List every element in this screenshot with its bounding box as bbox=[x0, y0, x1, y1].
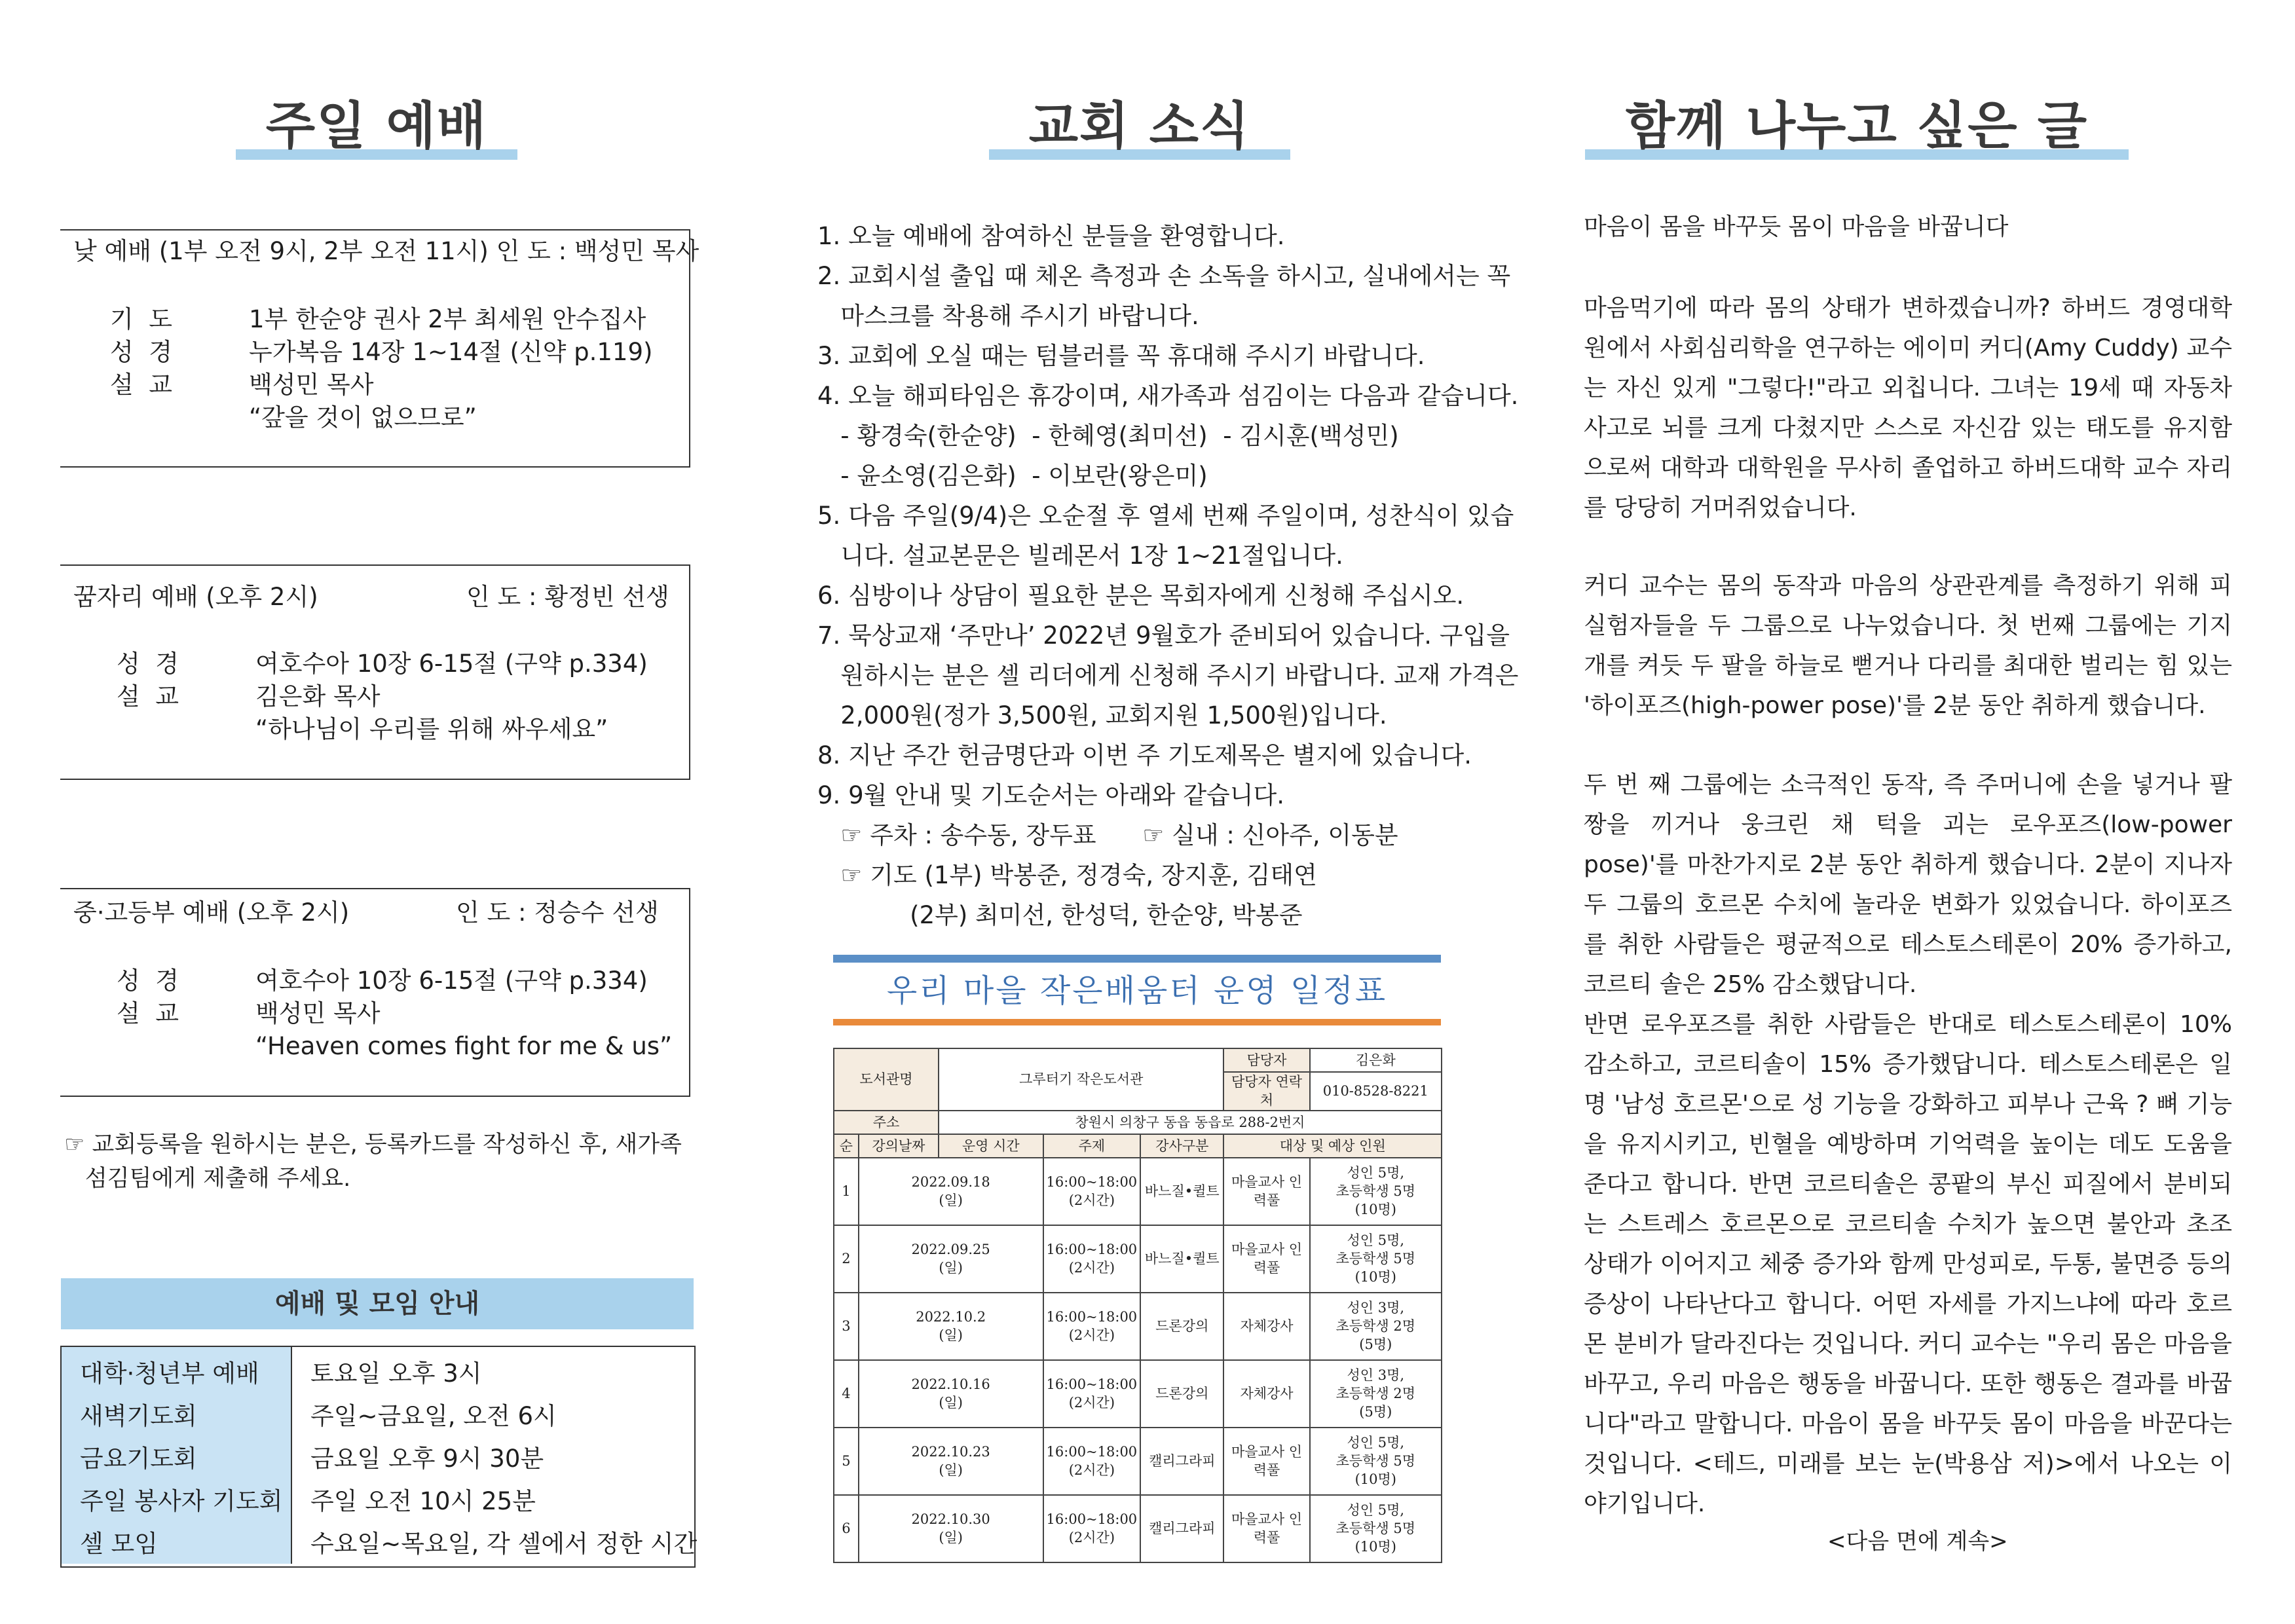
meeting-time: 토요일 오후 3시 bbox=[310, 1359, 482, 1388]
row-audience bbox=[1310, 1293, 1442, 1360]
share-heading bbox=[1585, 85, 2129, 164]
contact-cell bbox=[1310, 1072, 1442, 1111]
audience-line: (5명) bbox=[1359, 1337, 1392, 1353]
essay-paragraph: 마음먹기에 따라 몸의 상태가 변하겠습니까? 하버드 경영대학원에서 사회심리학을 연구하는 에이미 커디(Amy Cuddy) 교수는 자신 있게 "그렇다!"라고 외칩니다. 그녀는 19세 때 자동차 사고로 뇌를 크게 다쳤지만 스스로 자신감 있는 태도를 유지함으로써 대학과 대학원을 무사히 졸업하고 하버드대학 교수 자리를 당당히 거머쥐었습니다. bbox=[1584, 295, 2232, 521]
worship-title: 주일 예배 bbox=[265, 97, 488, 156]
news-line: - 윤소영(김은화) - 이보란(왕은미) bbox=[817, 462, 1208, 490]
continued-note: <다음 면에 계속> bbox=[1827, 1528, 2008, 1555]
audience-line: 성인 5명, bbox=[1347, 1434, 1405, 1450]
date: 2022.10.23 bbox=[911, 1443, 990, 1460]
meeting-name: 셀 모임 bbox=[80, 1530, 158, 1558]
day: (일) bbox=[939, 1462, 963, 1479]
meeting-time: 주일 오전 10시 25분 bbox=[310, 1487, 536, 1515]
meeting-name: 새벽기도회 bbox=[80, 1402, 197, 1430]
meetings-divider bbox=[291, 1347, 292, 1564]
row-date bbox=[859, 1293, 1043, 1360]
row-type: 마을교사 인력풀 bbox=[1223, 1495, 1309, 1562]
news-title: 교회 소식 bbox=[1028, 97, 1251, 156]
service-1-label: 기 도 bbox=[110, 305, 173, 333]
table-row bbox=[834, 1225, 1442, 1293]
row-type: 마을교사 인력풀 bbox=[1223, 1158, 1309, 1225]
row-time bbox=[1043, 1225, 1141, 1293]
service-1-label: 설 교 bbox=[110, 371, 173, 399]
meetings-heading bbox=[61, 1278, 694, 1329]
table-row bbox=[834, 1360, 1442, 1428]
time: 16:00~18:00 bbox=[1046, 1443, 1138, 1460]
row-no: 6 bbox=[834, 1495, 859, 1562]
manager-name: 김은화 bbox=[1355, 1052, 1396, 1068]
manager-cell bbox=[1310, 1048, 1442, 1072]
time: 16:00~18:00 bbox=[1046, 1376, 1138, 1392]
lib-name-cell bbox=[939, 1048, 1223, 1111]
col-header: 운영 시간 bbox=[939, 1134, 1043, 1158]
meeting-name: 주일 봉사자 기도회 bbox=[80, 1487, 283, 1515]
service-1-sermon-title: “갚을 것이 없으므로” bbox=[249, 403, 477, 432]
row-time bbox=[1043, 1495, 1141, 1562]
time: 16:00~18:00 bbox=[1046, 1511, 1138, 1527]
row-audience bbox=[1310, 1495, 1442, 1562]
schedule-title: 우리 마을 작은배움터 운영 일정표 bbox=[886, 972, 1388, 1009]
audience-line: 성인 3명, bbox=[1347, 1367, 1405, 1383]
col-header: 순 bbox=[834, 1134, 859, 1158]
service-2-header: 꿈자리 예배 (오후 2시) bbox=[73, 583, 318, 611]
audience-line: 초등학생 5명 bbox=[1335, 1453, 1416, 1469]
row-audience bbox=[1310, 1158, 1442, 1225]
news-line: - 황경숙(한순양) - 한혜영(최미선) - 김시훈(백성민) bbox=[817, 422, 1399, 450]
audience-line: (10명) bbox=[1354, 1269, 1397, 1285]
day: (일) bbox=[939, 1530, 963, 1546]
service-2-label: 성 경 bbox=[117, 650, 179, 678]
essay-subtitle: 마음이 몸을 바꾸듯 몸이 마음을 바꿉니다 bbox=[1584, 213, 2009, 240]
day: (일) bbox=[939, 1260, 963, 1276]
col-header: 강사구분 bbox=[1140, 1134, 1223, 1158]
service-1-value: 누가복음 14장 1~14절 (신약 p.119) bbox=[249, 338, 653, 366]
audience-line: 성인 5명, bbox=[1347, 1232, 1405, 1248]
news-line: 원하시는 분은 셀 리더에게 신청해 주시기 바랍니다. 교재 가격은 bbox=[817, 661, 1519, 690]
meeting-name: 금요기도회 bbox=[80, 1445, 197, 1473]
worship-heading bbox=[236, 85, 517, 164]
time: 16:00~18:00 bbox=[1046, 1308, 1138, 1325]
col-header: 대상 및 예상 인원 bbox=[1223, 1134, 1442, 1158]
news-heading bbox=[989, 85, 1290, 164]
audience-line: 초등학생 5명 bbox=[1335, 1183, 1416, 1200]
table-row bbox=[834, 1428, 1442, 1495]
manager-label: 담당자 bbox=[1246, 1052, 1287, 1068]
date: 2022.10.30 bbox=[911, 1511, 990, 1527]
news-line: 니다. 설교본문은 빌레몬서 1장 1~21절입니다. bbox=[817, 542, 1343, 570]
col-header: 강의날짜 bbox=[859, 1134, 939, 1158]
lib-label-cell bbox=[834, 1048, 939, 1111]
day: (일) bbox=[939, 1395, 963, 1411]
essay-paragraph: 반면 로우포즈를 취한 사람들은 반대로 테스토스테론이 10% 감소하고, 코르티솔이 15% 증가했답니다. 테스토스테론은 일명 '남성 호르몬'으로 성 기능을 강화하고 피부나 근육 ? 뼈 기능을 유지시키고, 빈혈을 예방하며 기억력을 높이는 데도 도움을 준다고 합니다. 반면 코르티솔은 콩팥의 부신 피질에서 분비되는 스트레스 호르몬으로 코르티솔 수치가 높으면 불안과 초조 상태가 이어지고 체중 증가와 함께 만성피로, 두통, 불면증 등의 증상이 나타난다고 합니다. 어떤 자세를 가지느냐에 따라 호르몬 분비가 달라진다는 것입니다. 커디 교수는 "우리 몸은 마음을 바꾸고, 우리 마음은 행동을 바꿉니다. 또한 행동은 결과를 바꿉니다"라고 말합니다. 마음이 몸을 바꾸듯 몸이 마음을 바꾼다는 것입니다. <테드, 미래를 보는 눈(박용삼 저)>에서 나오는 이야기입니다. bbox=[1584, 1011, 2232, 1517]
row-type: 마을교사 인력풀 bbox=[1223, 1225, 1309, 1293]
schedule-table bbox=[833, 1048, 1442, 1563]
lib-label: 도서관명 bbox=[859, 1071, 913, 1088]
service-3-label: 설 교 bbox=[117, 999, 179, 1027]
addr-label: 주소 bbox=[872, 1114, 900, 1130]
schedule-top-rule bbox=[833, 955, 1441, 963]
row-time bbox=[1043, 1360, 1141, 1428]
news-line: 4. 오늘 해피타임은 휴강이며, 새가족과 섬김이는 다음과 같습니다. bbox=[817, 382, 1519, 410]
hours: (2시간) bbox=[1068, 1192, 1115, 1209]
hours: (2시간) bbox=[1068, 1260, 1115, 1276]
service-3-sermon-title: “Heaven comes fight for me & us” bbox=[255, 1032, 673, 1060]
audience-line: 초등학생 2명 bbox=[1335, 1318, 1416, 1335]
row-no: 1 bbox=[834, 1158, 859, 1225]
service-2-sermon-title: “하나님이 우리를 위해 싸우세요” bbox=[255, 715, 608, 743]
row-audience bbox=[1310, 1225, 1442, 1293]
news-list bbox=[817, 216, 1519, 935]
audience-line: 초등학생 2명 bbox=[1335, 1386, 1416, 1402]
service-2-value: 김은화 목사 bbox=[255, 682, 381, 710]
service-3-value: 여호수아 10장 6-15절 (구약 p.334) bbox=[255, 967, 648, 995]
service-2-label: 설 교 bbox=[117, 682, 179, 710]
row-no: 5 bbox=[834, 1428, 859, 1495]
news-line: 3. 교회에 오실 때는 텀블러를 꼭 휴대해 주시기 바랍니다. bbox=[817, 342, 1425, 370]
lib-name: 그루터기 작은도서관 bbox=[1019, 1071, 1144, 1088]
hours: (2시간) bbox=[1068, 1462, 1115, 1479]
service-3-header: 중·고등부 예배 (오후 2시) bbox=[73, 898, 350, 927]
news-line: (2부) 최미선, 한성덕, 한순양, 박봉준 bbox=[817, 901, 1303, 929]
news-line: 1. 오늘 예배에 참여하신 분들을 환영합니다. bbox=[817, 222, 1285, 250]
day: (일) bbox=[939, 1327, 963, 1344]
date: 2022.10.2 bbox=[916, 1308, 986, 1325]
address: 창원시 의창구 동읍 동읍로 288-2번지 bbox=[1075, 1114, 1305, 1130]
table-row bbox=[834, 1158, 1442, 1225]
row-no: 4 bbox=[834, 1360, 859, 1428]
date: 2022.09.25 bbox=[911, 1241, 990, 1257]
contact-label: 담당자 연락처 bbox=[1231, 1074, 1303, 1109]
day: (일) bbox=[939, 1192, 963, 1209]
share-title: 함께 나누고 싶은 글 bbox=[1625, 97, 2089, 156]
essay-paragraph: 커디 교수는 몸의 동작과 마음의 상관관계를 측정하기 위해 피실험자들을 두 그룹으로 나누었습니다. 첫 번째 그룹에는 기지개를 켜듯 두 팔을 하늘로 뻗거나 다리를 최대한 벌리는 힘 있는 '하이포즈(high-power pose)'를 2분 동안 취하게 했습니다. bbox=[1584, 572, 2232, 719]
registration-notice: ☞ 교회등록을 원하시는 분은, 등록카드를 작성하신 후, 새가족 bbox=[64, 1132, 682, 1158]
contact-label-cell bbox=[1223, 1072, 1309, 1111]
row-type: 자체강사 bbox=[1223, 1360, 1309, 1428]
audience-line: (5명) bbox=[1359, 1404, 1392, 1420]
row-time bbox=[1043, 1293, 1141, 1360]
news-line: 마스크를 착용해 주시기 바랍니다. bbox=[817, 302, 1199, 330]
news-line: ☞ 주차 : 송수동, 장두표 ☞ 실내 : 신아주, 이동분 bbox=[817, 821, 1398, 849]
row-type: 자체강사 bbox=[1223, 1293, 1309, 1360]
row-time bbox=[1043, 1428, 1141, 1495]
audience-line: 성인 3명, bbox=[1347, 1299, 1405, 1316]
service-2-value: 여호수아 10장 6-15절 (구약 p.334) bbox=[255, 650, 648, 678]
row-type: 마을교사 인력풀 bbox=[1223, 1428, 1309, 1495]
row-audience bbox=[1310, 1360, 1442, 1428]
row-topic: 캘리그라피 bbox=[1140, 1495, 1223, 1562]
row-date bbox=[859, 1428, 1043, 1495]
date: 2022.09.18 bbox=[911, 1173, 990, 1190]
news-line: 5. 다음 주일(9/4)은 오순절 후 열세 번째 주일이며, 성찬식이 있습 bbox=[817, 502, 1514, 530]
audience-line: 성인 5명, bbox=[1347, 1164, 1405, 1181]
news-line: ☞ 기도 (1부) 박봉준, 정경숙, 장지훈, 김태연 bbox=[817, 861, 1317, 889]
hours: (2시간) bbox=[1068, 1395, 1115, 1411]
audience-line: 초등학생 5명 bbox=[1335, 1521, 1416, 1537]
service-3-value: 백성민 목사 bbox=[255, 999, 381, 1027]
service-3-leader: 인 도 : 정승수 선생 bbox=[456, 898, 659, 927]
row-date bbox=[859, 1158, 1043, 1225]
row-audience bbox=[1310, 1428, 1442, 1495]
audience-line: (10명) bbox=[1354, 1471, 1397, 1488]
addr-label-cell bbox=[834, 1111, 939, 1134]
row-date bbox=[859, 1495, 1043, 1562]
row-date bbox=[859, 1225, 1043, 1293]
contact-number: 010-8528-8221 bbox=[1322, 1083, 1428, 1099]
row-time bbox=[1043, 1158, 1141, 1225]
news-line: 6. 심방이나 상담이 필요한 분은 목회자에게 신청해 주십시오. bbox=[817, 581, 1465, 610]
news-line: 9. 9월 안내 및 기도순서는 아래와 같습니다. bbox=[817, 781, 1285, 809]
meeting-time: 수요일~목요일, 각 셀에서 정한 시간 bbox=[310, 1530, 698, 1558]
news-line: 2. 교회시설 출입 때 체온 측정과 손 소독을 하시고, 실내에서는 꼭 bbox=[817, 262, 1511, 290]
row-date bbox=[859, 1360, 1043, 1428]
hours: (2시간) bbox=[1068, 1530, 1115, 1546]
table-row bbox=[834, 1495, 1442, 1562]
news-line: 8. 지난 주간 헌금명단과 이번 주 기도제목은 별지에 있습니다. bbox=[817, 741, 1472, 769]
service-1-value: 백성민 목사 bbox=[249, 371, 374, 399]
news-line: 2,000원(정가 3,500원, 교회지원 1,500원)입니다. bbox=[817, 701, 1387, 729]
service-1-value: 1부 한순양 권사 2부 최세원 안수집사 bbox=[249, 305, 646, 333]
audience-line: 초등학생 5명 bbox=[1335, 1251, 1416, 1267]
table-row bbox=[834, 1293, 1442, 1360]
service-1-header: 낮 예배 (1부 오전 9시, 2부 오전 11시) 인 도 : 백성민 목사 bbox=[73, 237, 700, 265]
schedule-bottom-rule bbox=[833, 1019, 1441, 1025]
row-no: 3 bbox=[834, 1293, 859, 1360]
date: 2022.10.16 bbox=[911, 1376, 990, 1392]
meeting-time: 금요일 오후 9시 30분 bbox=[310, 1445, 544, 1473]
time: 16:00~18:00 bbox=[1046, 1173, 1138, 1190]
addr-cell bbox=[939, 1111, 1442, 1134]
audience-line: 성인 5명, bbox=[1347, 1502, 1405, 1518]
hours: (2시간) bbox=[1068, 1327, 1115, 1344]
audience-line: (10명) bbox=[1354, 1202, 1397, 1218]
time: 16:00~18:00 bbox=[1046, 1241, 1138, 1257]
meeting-name: 대학·청년부 예배 bbox=[80, 1359, 259, 1388]
meeting-time: 주일~금요일, 오전 6시 bbox=[310, 1402, 557, 1430]
row-topic: 드론강의 bbox=[1140, 1293, 1223, 1360]
meetings-title: 예배 및 모임 안내 bbox=[274, 1289, 480, 1319]
row-no: 2 bbox=[834, 1225, 859, 1293]
audience-line: (10명) bbox=[1354, 1539, 1397, 1555]
essay-paragraph: 두 번 째 그룹에는 소극적인 동작, 즉 주머니에 손을 넣거나 팔짱을 끼거나 웅크린 채 턱을 괴는 로우포즈(low-power pose)'를 마찬가지로 2분 동안 취하게 했습니다. 2분이 지나자 두 그룹의 호르몬 수치에 놀라운 변화가 있었습니다. 하이포즈를 취한 사람들은 평균적으로 테스토스테론이 20% 증가하고, 코르티 솔은 25% 감소했답니다. bbox=[1584, 771, 2232, 998]
service-2-leader: 인 도 : 황정빈 선생 bbox=[466, 583, 669, 611]
row-topic: 드론강의 bbox=[1140, 1360, 1223, 1428]
row-topic: 바느질•퀼트 bbox=[1140, 1158, 1223, 1225]
manager-label-cell bbox=[1223, 1048, 1309, 1072]
row-topic: 바느질•퀼트 bbox=[1140, 1225, 1223, 1293]
news-line: 7. 묵상교재 ‘주만나’ 2022년 9월호가 준비되어 있습니다. 구입을 bbox=[817, 621, 1510, 650]
registration-notice-cont: 섬김팀에게 제출해 주세요. bbox=[85, 1166, 351, 1192]
col-header: 주제 bbox=[1043, 1134, 1141, 1158]
service-1-label: 성 경 bbox=[110, 338, 173, 366]
row-topic: 캘리그라피 bbox=[1140, 1428, 1223, 1495]
service-3-label: 성 경 bbox=[117, 967, 179, 995]
